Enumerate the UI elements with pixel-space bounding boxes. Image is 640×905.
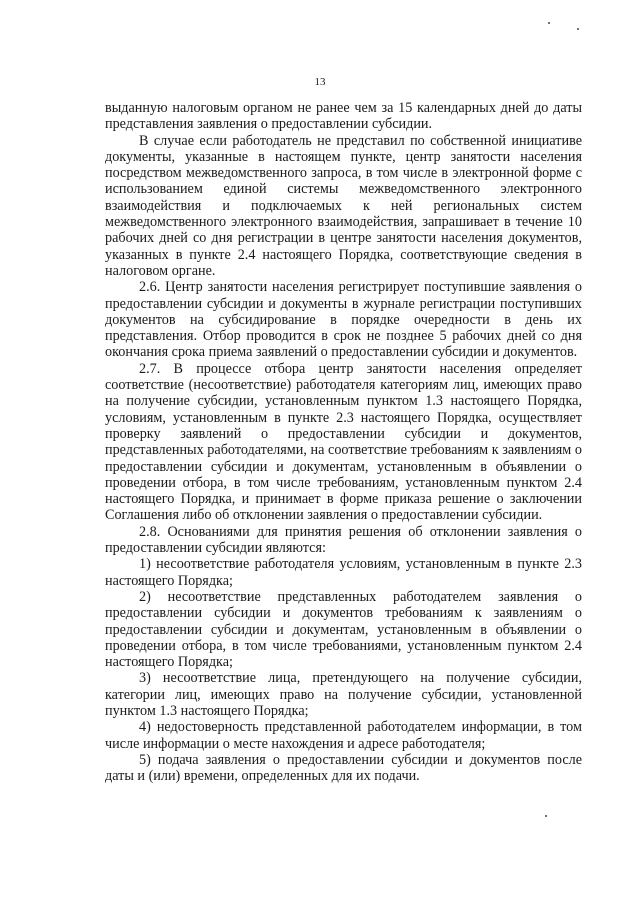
paragraph-2-8: 2.8. Основаниями для принятия решения об отклонении заявления о предоставлении субсидии являются:: [105, 523, 582, 557]
list-item: 1) несоответствие работодателя условиям, установленным в пункте 2.3 настоящего Порядка;: [105, 556, 582, 589]
document-body: [105, 100, 582, 784]
list-item: 4) недостоверность представленной работодателем информации, в том числе информации о месте нахождения и адресе работодателя;: [105, 719, 582, 752]
page-number: 13: [314, 76, 326, 88]
paragraph-2-6: 2.6. Центр занятости населения регистрирует поступившие заявления о предоставлении субсидии и документы в журнале регистрации поступивших документов на субсидирование в порядке очередности в день их представления. Отбор проводится в срок не позднее 5 рабочих дней со дня окончания срока приема заявлений о предоставлении субсидии и документов.: [105, 279, 582, 361]
list-item: 3) несоответствие лица, претендующего на получение субсидии, категории лиц, имеющих право на получение субсидии, установленной пунктом 1.3 настоящего Порядка;: [105, 670, 582, 719]
scan-speck: [577, 28, 579, 30]
list-item: 5) подача заявления о предоставлении субсидии и документов после даты и (или) времени, определенных для их подачи.: [105, 751, 582, 785]
scan-speck: [545, 815, 547, 817]
scan-speck: [548, 22, 550, 24]
list-item: 2) несоответствие представленных работодателем заявления о предоставлении субсидии и документов требованиям к заявлениям о предоставлении субсидии и документам, установленным в объявлении о проведении отбора, в том числе требованиями, установленным пунктом 2.4 настоящего Порядка;: [105, 588, 582, 671]
paragraph-2-7: 2.7. В процессе отбора центр занятости населения определяет соответствие (несоответствие) работодателя категориям лиц, имеющих право на получение субсидии, установленным пунктом 1.3 настоящего Порядка, условиям, установленным в пункте 2.3 настоящего Порядка, осуществляет проверку заявлений о предоставлении субсидии и документов, представленных работодателями, на соответствие требованиям к заявлениям о предоставлении субсидии и документам, установленным в объявлении о проведении отбора, в том числе требованиям, установленным пунктом 2.4 настоящего Порядка, и принимает в форме приказа решение о заключении Соглашения либо об отклонении заявления о предоставлении субсидии.: [105, 360, 582, 524]
paragraph: В случае если работодатель не представил по собственной инициативе документы, указанные в настоящем пункте, центр занятости населения посредством межведомственного запроса, в том числе в электронной форме с использованием единой системы межведомственного электронного взаимодействия и подключаемых к ней региональных систем межведомственного электронного взаимодействия, запрашивает в течение 10 рабочих дней со дня регистрации в центре занятости населения документов, указанных в пункте 2.4 настоящего Порядка, соответствующие сведения в налоговом органе.: [105, 132, 582, 279]
paragraph: выданную налоговым органом не ранее чем за 15 календарных дней до даты представления заявления о предоставлении субсидии.: [105, 100, 582, 133]
